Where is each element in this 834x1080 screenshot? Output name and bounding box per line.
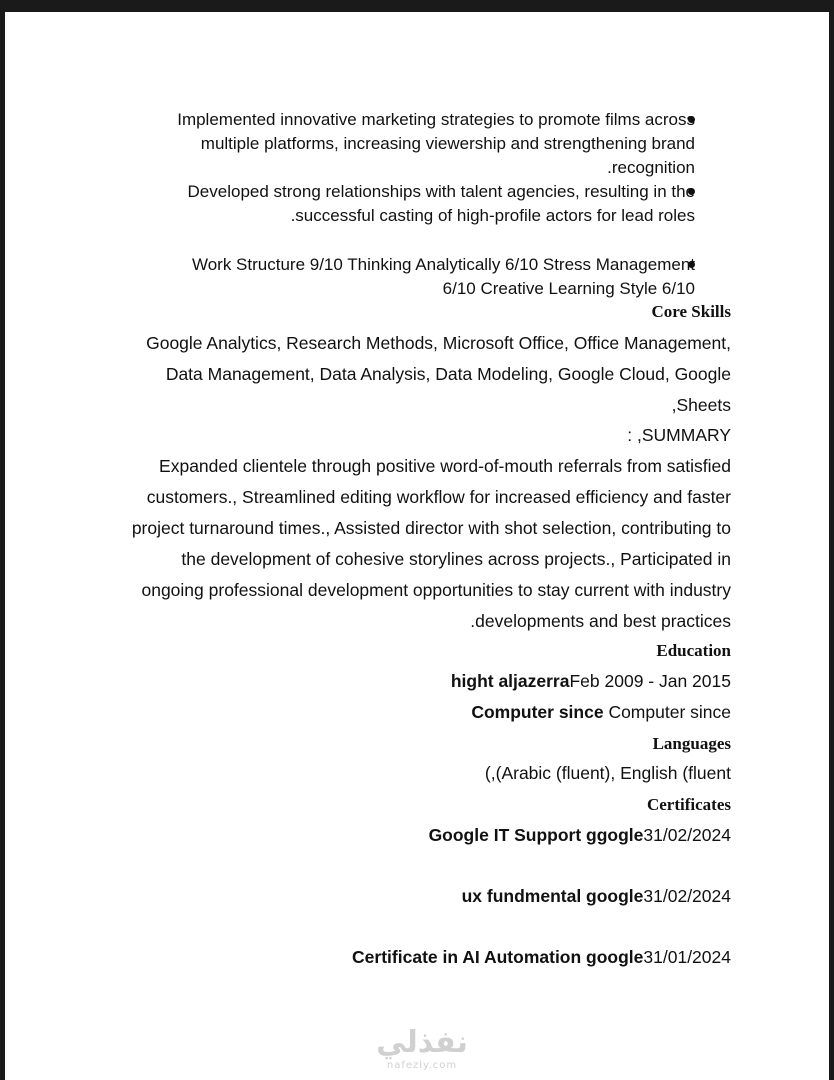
experience-bullet-2 <box>188 180 695 228</box>
watermark-arabic: نفذلي <box>376 1025 468 1060</box>
skills-line: Google Analytics, Research Methods, Microsoft Office, Office Management, <box>146 333 731 353</box>
nafezly-watermark <box>367 1026 477 1080</box>
bullet-line: Work Structure 9/10 Thinking Analytically 6/10 Stress Management <box>191 255 695 274</box>
languages-heading: Languages <box>652 734 731 753</box>
education-dates: Feb 2009 - Jan 2015 <box>569 671 731 691</box>
certificate-entry <box>352 947 731 968</box>
bullet-line: multiple platforms, increasing viewership and strengthening brand <box>200 134 695 153</box>
certificate-entry <box>462 886 731 907</box>
experience-bullet-1 <box>177 108 695 180</box>
summary-line: customers., Streamlined editing workflow for increased efficiency and faster <box>146 487 731 507</box>
certificate-date: 31/01/2024 <box>643 947 731 967</box>
skills-line: ,Sheets <box>671 395 731 415</box>
summary-line: Expanded clientele through positive word-of-mouth referrals from satisfied <box>159 456 731 476</box>
bullet-line: 6/10 Creative Learning Style 6/10 <box>442 279 695 298</box>
certificate-name: Google IT Support ggogle <box>428 825 644 845</box>
resume-content <box>5 12 829 1080</box>
core-skills-text <box>146 328 731 421</box>
education-entry <box>451 671 731 692</box>
core-skills-heading: Core Skills <box>651 302 731 321</box>
certificate-date: 31/02/2024 <box>643 825 731 845</box>
skills-line: Data Management, Data Analysis, Data Modeling, Google Cloud, Google <box>165 364 731 384</box>
document-page <box>5 12 829 1080</box>
summary-line: ongoing professional development opportunities to stay current with industry <box>141 580 731 600</box>
certificate-date: 31/02/2024 <box>643 886 731 906</box>
education-degree: Computer since <box>471 702 604 722</box>
bullet-line: Implemented innovative marketing strategies to promote films across <box>177 110 695 129</box>
certificate-entry <box>429 825 731 846</box>
certificate-name: ux fundmental google <box>461 886 644 906</box>
bullet-line: .recognition <box>607 158 695 177</box>
summary-heading: : ,SUMMARY <box>627 425 731 445</box>
languages-text: (,(Arabic (fluent), English (fluent <box>484 763 731 783</box>
education-institution: hight aljazerra <box>450 671 570 691</box>
bullet-line: Developed strong relationships with talent agencies, resulting in the <box>187 182 695 201</box>
education-entry <box>471 702 731 723</box>
bullet-line: .successful casting of high-profile actors for lead roles <box>290 206 695 225</box>
watermark-latin: nafezly.com <box>386 1060 458 1071</box>
summary-line: the development of cohesive storylines across projects., Participated in <box>181 549 731 569</box>
certificate-name: Certificate in AI Automation google <box>352 947 644 967</box>
summary-line: .developments and best practices <box>470 611 731 631</box>
certificates-heading: Certificates <box>646 795 731 814</box>
experience-bullet-3 <box>192 253 695 301</box>
summary-text <box>132 451 731 637</box>
summary-line: project turnaround times., Assisted director with shot selection, contributing to <box>131 518 731 538</box>
education-heading: Education <box>656 641 731 660</box>
education-detail: Computer since <box>603 702 731 722</box>
